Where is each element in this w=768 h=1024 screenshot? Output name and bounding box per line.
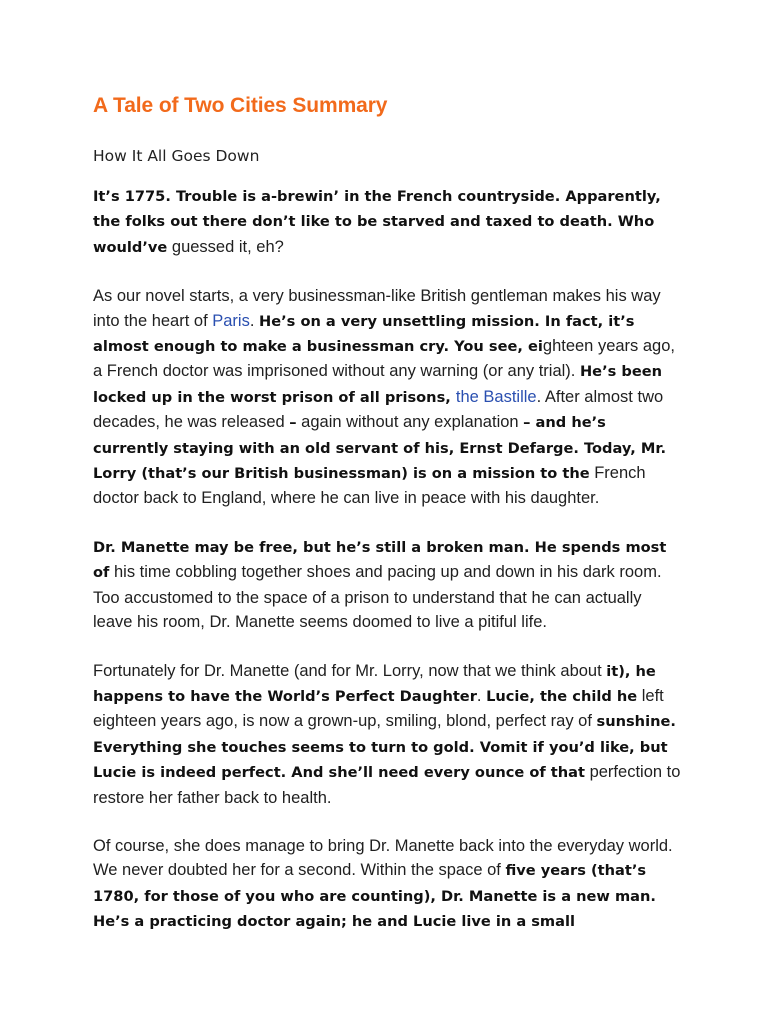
bold-text-run: – and he’s currently staying with an old servant of his, Ernst Defarge. Today, Mr. Lorry (that’s our British businessman) is on a mission to the [93, 414, 667, 483]
paragraph-2 [93, 284, 683, 511]
text-run: ghteen years ago, a French doctor was imprisoned without any warning (or any trial). [93, 337, 675, 381]
paragraph-3 [93, 535, 683, 635]
text-run: his time cobbling together shoes and pacing up and down in his dark room. Too accustomed to the space of a prison to understand that he can actually leave his room, Dr. Manette seems doomed to live a pitiful life. [93, 563, 662, 632]
text-run: . After almost two decades, he was released [93, 387, 664, 432]
bold-text-run: He’s been locked up in the worst prison of all prisons, [93, 363, 663, 406]
bold-text-run: it), he happens to have the World’s Perfect Daughter [93, 662, 656, 705]
document-page [93, 90, 683, 935]
text-run: . [476, 686, 487, 705]
paragraph-4 [93, 659, 683, 810]
text-run: As our novel starts, a very businessman-like British gentleman makes his way into the heart of [93, 287, 661, 330]
paragraph-5 [93, 834, 683, 935]
bold-text-run: It’s 1775. Trouble is a-brewin’ in the French countryside. Apparently, the folks out there don’t like to be starved and taxed to death. Who would’ve [93, 188, 661, 256]
text-run: left eighteen years ago, is now a grown-up, smiling, blond, perfect ray of [93, 686, 664, 731]
text-run: . [249, 311, 260, 330]
bold-text-run: sunshine. Everything she touches seems to turn to gold. Vomit if you’d like, but Lucie is indeed perfect. And she’ll need every ounce of that [93, 713, 676, 782]
summary-body [93, 184, 683, 935]
inline-link[interactable]: the Bastille [455, 387, 537, 406]
paragraph-1 [93, 184, 683, 260]
text-run: Of course, she does manage to bring Dr. Manette back into the everyday world. We never doubted her for a second. Within the space of [93, 836, 673, 880]
bold-text-run: He’s on a very unsettling mission. In fact, it’s almost enough to make a businessman cry. You see, ei [93, 312, 635, 356]
bold-text-run: Dr. Manette may be free, but he’s still a broken man. He spends most of [93, 538, 667, 582]
text-run: French doctor back to England, where he can live in peace with his daughter. [93, 464, 646, 508]
bold-text-run: – [289, 414, 297, 432]
text-run: perfection to restore her father back to health. [93, 763, 681, 807]
text-run: again without any explanation [296, 413, 524, 432]
section-heading: How It All Goes Down [93, 147, 260, 165]
inline-link[interactable]: Paris [212, 311, 250, 330]
bold-text-run: Lucie, the child he [486, 687, 638, 705]
text-run: guessed it, eh? [167, 237, 284, 256]
bold-text-run: five years (that’s 1780, for those of you who are counting), Dr. Manette is a new man. He’s a practicing doctor again; he and Lucie live in a small [93, 862, 656, 931]
text-run: Fortunately for Dr. Manette (and for Mr. Lorry, now that we think about [93, 661, 607, 680]
page-title: A Tale of Two Cities Summary [93, 94, 388, 117]
